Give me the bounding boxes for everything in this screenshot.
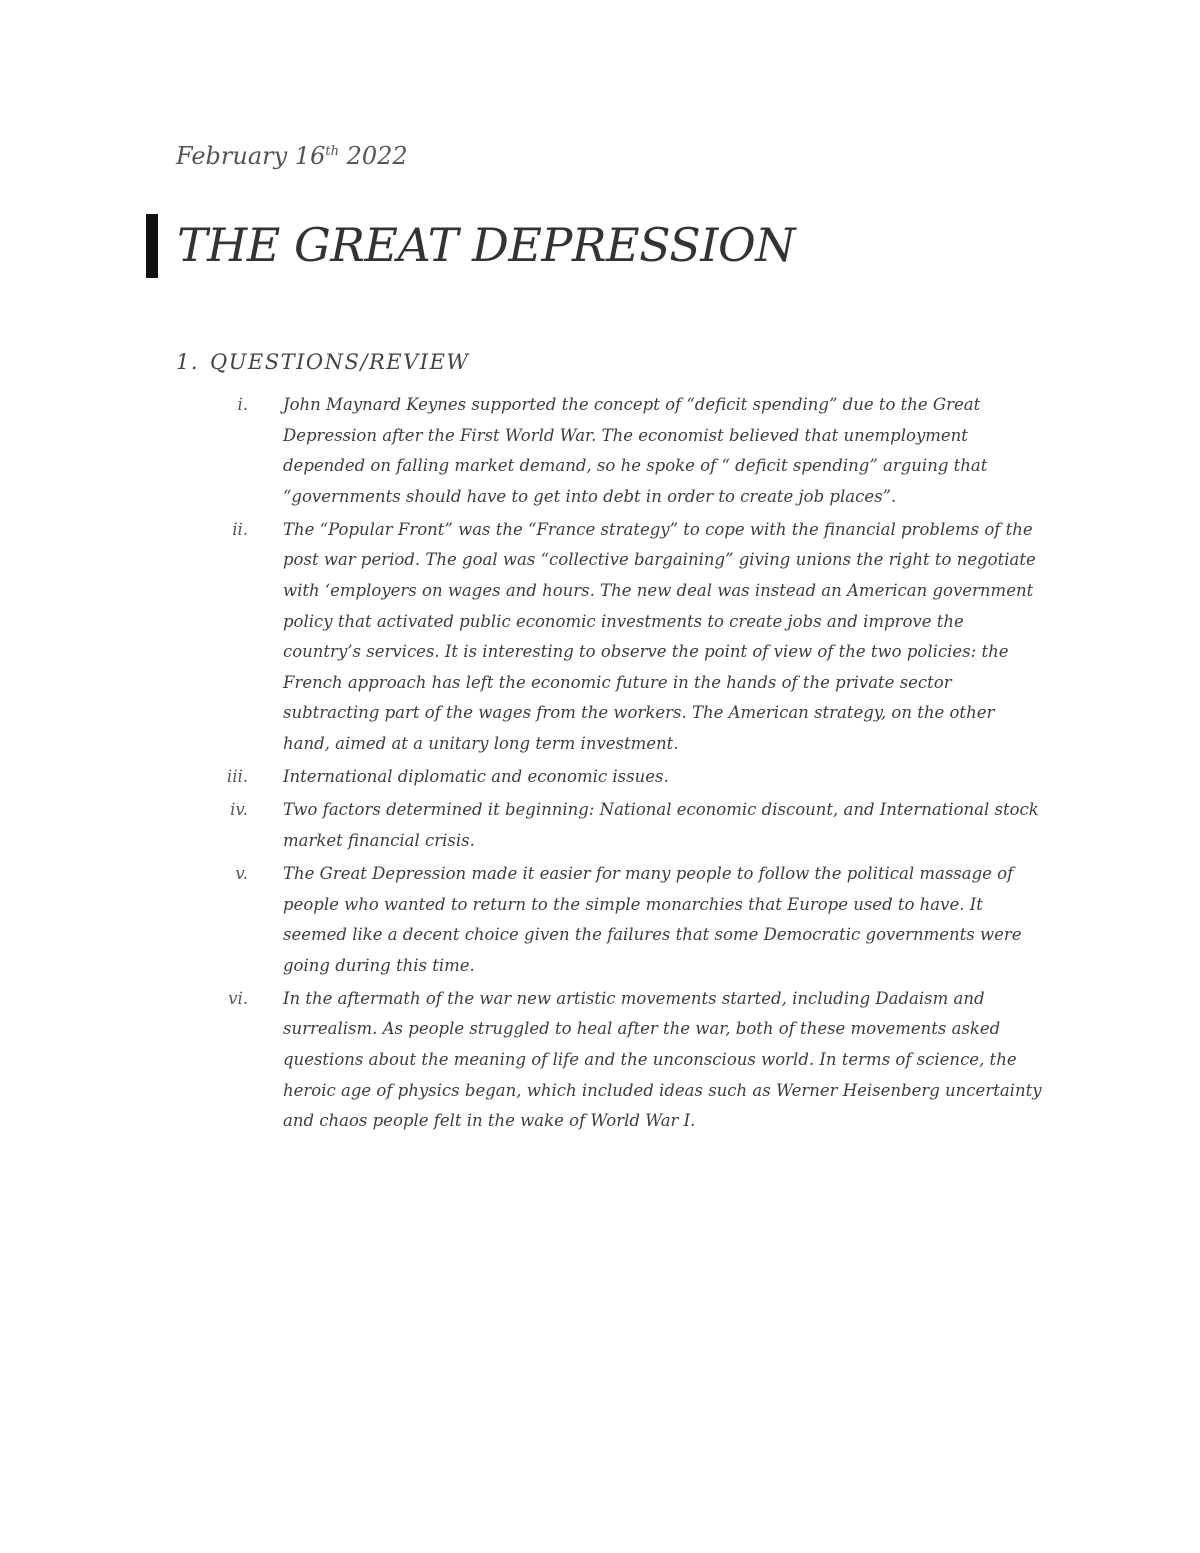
review-list — [222, 390, 1042, 1139]
list-item — [222, 795, 1042, 856]
list-item-text: Two factors determined it beginning: National economic discount, and International stock market financial crisis. — [283, 800, 1039, 850]
list-item-text: John Maynard Keynes supported the concept of “deficit spending” due to the Great Depression after the First World War. The economist believed that unemployment depended on falling market demand, so he spoke of “ deficit spending” arguing that “governments should have to get into debt in order to create job places”. — [283, 395, 988, 506]
list-item — [222, 984, 1042, 1137]
list-marker: iii. — [226, 767, 248, 787]
list-item-text: The Great Depression made it easier for many people to follow the political massage of people who wanted to return to the simple monarchies that Europe used to have. It seemed like a decent choice given the failures that some Democratic governments were going during this time. — [283, 863, 1022, 975]
section-number: 1. — [176, 350, 200, 374]
list-marker: iv. — [230, 800, 248, 820]
date-text: February 16 — [176, 142, 326, 170]
list-marker: i. — [237, 395, 248, 414]
section-heading-text: QUESTIONS/REVIEW — [210, 350, 470, 374]
date-ordinal-suffix: th — [325, 144, 339, 159]
list-marker: v. — [235, 863, 248, 883]
list-marker: vi. — [228, 988, 248, 1008]
date-year: 2022 — [338, 142, 408, 170]
title-accent-bar — [146, 214, 158, 278]
list-item-text: The “Popular Front” was the “France strategy” to cope with the financial problems of the post war period. The goal was “collective bargaining” giving unions the right to negotiate with ‘employers on wages and hours. The new deal was instead an American government policy that activated public economic investments to create jobs and improve the country’s services. It is interesting to observe the point of view of the two policies: the French approach has left the economic future in the hands of the private sector subtracting part of the wages from the workers. The American strategy, on the other hand, aimed at a unitary long term investment. — [283, 519, 1036, 754]
list-item — [222, 859, 1042, 981]
document-date — [176, 142, 408, 170]
document-title: THE GREAT DEPRESSION — [177, 218, 795, 272]
list-item — [222, 515, 1042, 760]
list-item — [222, 390, 1042, 512]
list-marker: ii. — [232, 519, 248, 539]
list-item-text: In the aftermath of the war new artistic movements started, including Dadaism and surrealism. As people struggled to heal after the war, both of these movements asked questions about the meaning of life and the unconscious world. In terms of science, the heroic age of physics began, which included ideas such as Werner Heisenberg uncertainty and chaos people felt in the wake of World War I. — [283, 988, 1042, 1131]
list-item-text: International diplomatic and economic issues. — [283, 767, 669, 787]
section-heading — [176, 350, 470, 374]
list-item — [222, 762, 1042, 793]
